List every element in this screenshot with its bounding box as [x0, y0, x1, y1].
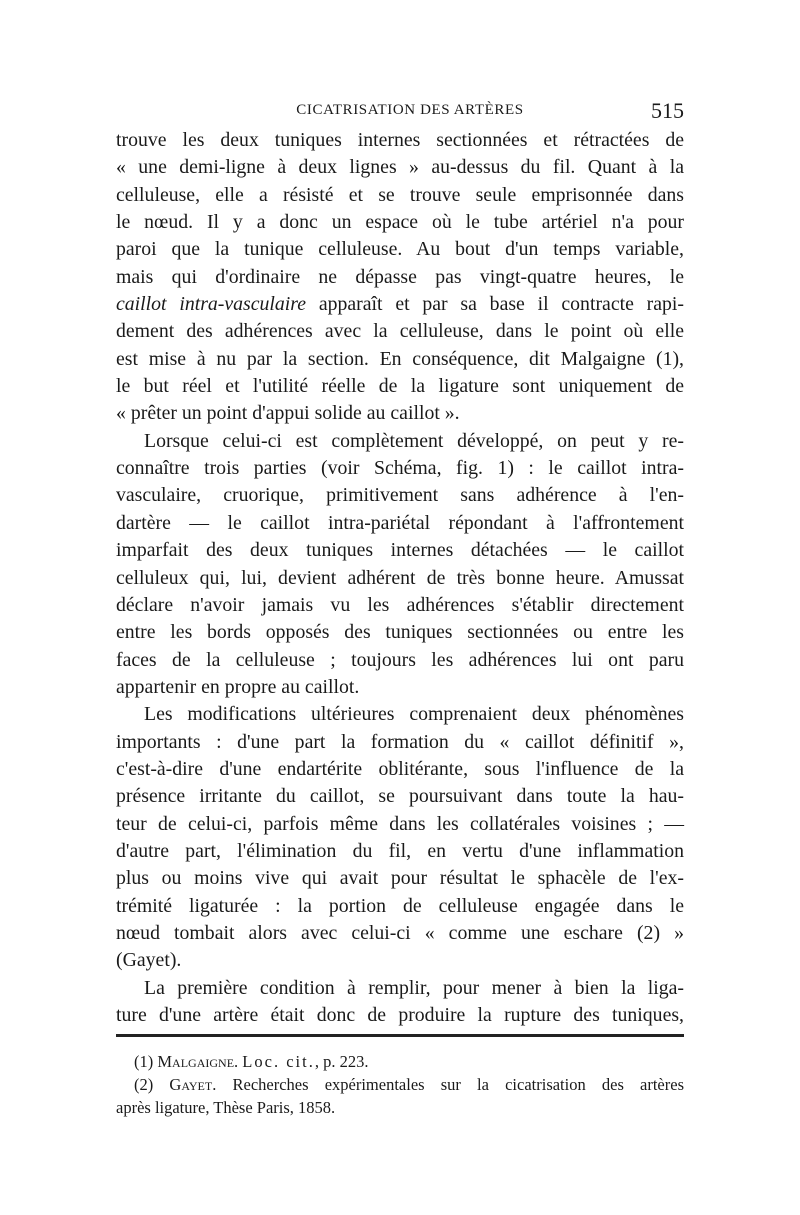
text-line: [116, 291, 684, 318]
text-line: dement des adhérences avec la celluleuse, dans le point où elle: [116, 320, 684, 343]
text-fragment: apparaît et par sa base il contracte rapi-: [306, 293, 684, 316]
text-line: déclare n'avoir jamais vu les adhérences s'établir directement: [116, 593, 684, 616]
footnote-marker: (1): [134, 1052, 154, 1071]
page-header: [116, 98, 684, 130]
footnote-1: [116, 1050, 684, 1073]
text-line: plus ou moins vive qui avait pour résultat le sphacèle de l'ex-: [116, 867, 684, 890]
text-line: trouve les deux tuniques internes sectionnées et rétractées de: [116, 129, 684, 151]
italic-term: caillot intra-vasculaire: [116, 293, 307, 316]
paragraph-2: [116, 428, 684, 701]
text-line: celluleux qui, lui, devient adhérent de très bonne heure. Amussat: [116, 566, 684, 589]
footnote-separator: [116, 1034, 684, 1037]
text-line: d'autre part, l'élimination du fil, en vertu d'une inflammation: [116, 839, 684, 862]
footnotes: [116, 1050, 684, 1119]
footnote-marker: (2): [134, 1075, 154, 1094]
text-line: entre les bords opposés des tuniques sectionnées ou entre les: [116, 621, 684, 644]
paragraph-1: [116, 127, 684, 428]
footnote-2-line-2: après ligature, Thèse Paris, 1858.: [116, 1098, 336, 1117]
text-line: mais qui d'ordinaire ne dépasse pas vingt-quatre heures, le: [116, 265, 684, 288]
text-line: « une demi-ligne à deux lignes » au-dessus du fil. Quant à la: [116, 156, 684, 179]
text-line: (Gayet).: [116, 949, 182, 972]
text-line: importants : d'une part la formation du « caillot définitif »,: [116, 730, 684, 753]
running-title: CICATRISATION DES ARTÈRES: [296, 102, 524, 118]
text-line: celluleuse, elle a résisté et se trouve seule emprisonnée dans: [116, 183, 684, 206]
text-line: « prêter un point d'appui solide au caillot ».: [116, 402, 460, 425]
text-line: le but réel et l'utilité réelle de la ligature sont uniquement de: [116, 375, 684, 398]
text-line: dartère — le caillot intra-pariétal répondant à l'affrontement: [116, 511, 684, 534]
text-line: Lorsque celui-ci est complètement développé, on peut y re-: [144, 429, 684, 452]
footnote-page: , p. 223.: [314, 1052, 369, 1071]
text-line: La première condition à remplir, pour mener à bien la liga-: [144, 976, 684, 999]
body-text: [116, 127, 684, 1029]
text-line: trémité ligaturée : la portion de celluleuse engagée dans le: [116, 894, 684, 917]
paragraph-4: [116, 975, 684, 1030]
text-line: est mise à nu par la section. En conséquence, dit Malgaigne (1),: [116, 347, 684, 370]
footnote-reference: Loc. cit.: [242, 1052, 315, 1071]
footnote-author: Gayet.: [169, 1075, 217, 1094]
footnote-2-line-1: [116, 1073, 684, 1096]
paragraph-3: [116, 701, 684, 974]
text-line: vasculaire, cruorique, primitivement sans adhérence à l'en-: [116, 484, 684, 507]
footnote-author: Malgaigne.: [157, 1052, 239, 1071]
text-line: Les modifications ultérieures comprenaient deux phénomènes: [144, 703, 684, 726]
text-line: imparfait des deux tuniques internes détachées — le caillot: [116, 539, 684, 562]
footnote-title: Recherches expérimentales sur la cicatrisation des artères: [216, 1075, 684, 1094]
text-line: paroi que la tunique celluleuse. Au bout d'un temps variable,: [116, 238, 684, 261]
text-line: appartenir en propre au caillot.: [116, 675, 360, 698]
page-number: 515: [651, 98, 684, 123]
text-line: teur de celui-ci, parfois même dans les collatérales voisines ; —: [116, 812, 684, 835]
text-line: ture d'une artère était donc de produire la rupture des tuniques,: [116, 1004, 684, 1026]
text-line: c'est-à-dire d'une endartérite oblitérante, sous l'influence de la: [116, 757, 684, 780]
text-line: connaître trois parties (voir Schéma, fig. 1) : le caillot intra-: [116, 457, 684, 480]
text-line: faces de la celluleuse ; toujours les adhérences lui ont paru: [116, 648, 684, 671]
text-line: présence irritante du caillot, se poursuivant dans toute la hau-: [116, 785, 684, 808]
text-line: le nœud. Il y a donc un espace où le tube artériel n'a pour: [116, 211, 684, 234]
text-line: nœud tombait alors avec celui-ci « comme une eschare (2) »: [116, 921, 684, 944]
